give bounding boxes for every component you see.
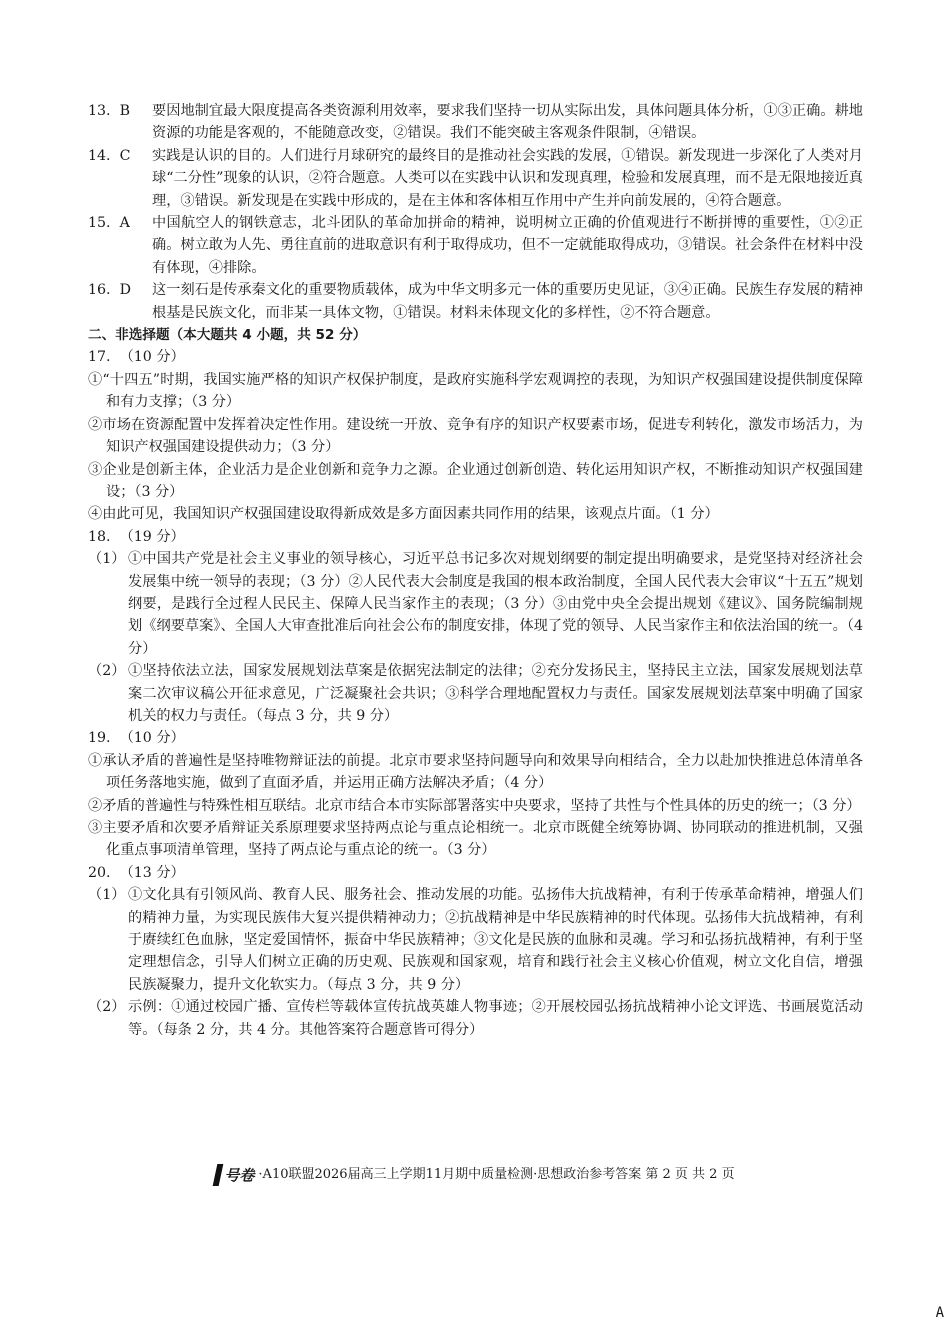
answer-16 bbox=[88, 279, 863, 324]
logo-text: 号卷 bbox=[224, 1166, 255, 1184]
part-number: （1） bbox=[88, 887, 126, 904]
answer-number: 13. B bbox=[88, 103, 131, 119]
part-text: ①文化具有引领风尚、教育人民、服务社会、推动发展的功能。弘扬伟大抗战精神，有利于传承革命精神，增强人们的精神力量，为实现民族伟大复兴提供精神动力；②抗战精神是中华民族精神的时代体现。弘扬伟大抗战精神，有利于赓续红色血脉，坚定爱国情怀，振奋中华民族精神；③文化是民族的血脉和灵魂。学习和弘扬抗战精神，有利于坚定理想信念，引导人们树立正确的历史观、民族观和国家观，培育和践行社会主义核心价值观，树立文化自信，增强民族凝聚力，提升文化软实力。（每点 3 分，共 9 分） bbox=[128, 887, 863, 993]
q17-point-3: ③企业是创新主体，企业活力是企业创新和竞争力之源。企业通过创新创造、转化运用知识产权，不断推动知识产权强国建设；（3 分） bbox=[88, 461, 863, 500]
answer-content bbox=[88, 100, 863, 1041]
q19-point-2: ②矛盾的普遍性与特殊性相互联结。北京市结合本市实际部署落实中央要求，坚持了共性与个性具体的历史的统一；（3 分） bbox=[88, 797, 861, 814]
corner-mark: A bbox=[935, 1305, 944, 1321]
q20-part-2 bbox=[88, 996, 863, 1041]
footer-text: ·A10联盟2026届高三上学期11月期中质量检测·思想政治参考答案 第 2 页 共 2 页 bbox=[258, 1167, 735, 1182]
question-20-head: 20. （13 分） bbox=[88, 864, 185, 881]
logo-mark-icon bbox=[213, 1164, 224, 1186]
part-number: （2） bbox=[88, 663, 126, 680]
question-18-head: 18. （19 分） bbox=[88, 528, 185, 545]
answer-13 bbox=[88, 100, 863, 145]
q19-point-1: ①承认矛盾的普遍性是坚持唯物辩证法的前提。北京市要求坚持问题导向和效果导向相结合，全力以赴加快推进总体清单各项任务落地实施，做到了直面矛盾，并运用正确方法解决矛盾；（4 分） bbox=[88, 752, 863, 792]
question-17-head: 17. （10 分） bbox=[88, 349, 185, 366]
part-number: （1） bbox=[88, 551, 126, 568]
answer-number: 16. D bbox=[88, 282, 131, 299]
page-footer bbox=[0, 1163, 950, 1186]
answer-explanation: 这一刻石是传承秦文化的重要物质载体，成为中华文明多元一体的重要历史见证，③④正确。民族生存发展的精神根基是民族文化，而非某一具体文物，①错误。材料未体现文化的多样性，②不符合题意。 bbox=[152, 282, 863, 321]
part-text: ①坚持依法立法，国家发展规划法草案是依据宪法制定的法律；②充分发扬民主，坚持民主立法，国家发展规划法草案二次审议稿公开征求意见，广泛凝聚社会共识；③科学合理地配置权力与责任。国家发展规划法草案中明确了国家机关的权力与责任。（每点 3 分，共 9 分） bbox=[128, 663, 863, 724]
part-text: 示例：①通过校园广播、宣传栏等载体宣传抗战英雄人物事迹；②开展校园弘扬抗战精神小论文评选、书画展览活动等。（每条 2 分，共 4 分。其他答案符合题意皆可得分） bbox=[128, 999, 863, 1038]
q17-point-1: ①“十四五”时期，我国实施严格的知识产权保护制度，是政府实施科学宏观调控的表现，为知识产权强国建设提供制度保障和有力支撑；（3 分） bbox=[88, 371, 863, 411]
answer-number: 14. C bbox=[88, 147, 131, 164]
q17-point-2: ②市场在资源配置中发挥着决定性作用。建设统一开放、竞争有序的知识产权要素市场，促进专利转化，激发市场活力，为知识产权强国建设提供动力；（3 分） bbox=[88, 416, 863, 456]
section-title: 二、非选择题（本大题共 4 小题，共 52 分） bbox=[88, 327, 367, 344]
question-19-head: 19. （10 分） bbox=[88, 730, 185, 747]
answer-15 bbox=[88, 212, 863, 279]
brand-logo bbox=[215, 1164, 254, 1186]
q18-part-1 bbox=[88, 548, 863, 660]
q17-point-4: ④由此可见，我国知识产权强国建设取得新成效是多方面因素共同作用的结果，该观点片面。（1 分） bbox=[88, 506, 719, 523]
answer-explanation: 实践是认识的目的。人们进行月球研究的最终目的是推动社会实践的发展，①错误。新发现进一步深化了人类对月球“二分性”现象的认识，②符合题意。人类可以在实践中认识和发现真理，检验和发展真理，而不是无限地接近真理，③错误。新发现是在实践中形成的，是在主体和客体相互作用中产生并向前发展的，④符合题意。 bbox=[152, 147, 863, 209]
q18-part-2 bbox=[88, 660, 863, 727]
q20-part-1 bbox=[88, 884, 863, 996]
answer-14 bbox=[88, 145, 863, 212]
answer-explanation: 要因地制宜最大限度提高各类资源利用效率，要求我们坚持一切从实际出发，具体问题具体分析，①③正确。耕地资源的功能是客观的，不能随意改变，②错误。我们不能突破主客观条件限制，④错误。 bbox=[152, 103, 863, 142]
answer-explanation: 中国航空人的钢铁意志，北斗团队的革命加拼命的精神，说明树立正确的价值观进行不断拼博的重要性，①②正确。树立敢为人先、勇往直前的进取意识有利于取得成功，但不一定就能取得成功，③错误。社会条件在材料中没有体现，④排除。 bbox=[152, 215, 863, 276]
answer-number: 15. A bbox=[88, 215, 130, 232]
q19-point-3: ③主要矛盾和次要矛盾辩证关系原理要求坚持两点论与重点论相统一。北京市既健全统筹协调、协同联动的推进机制，又强化重点事项清单管理，坚持了两点论与重点论的统一。（3 分） bbox=[88, 820, 863, 859]
part-text: ①中国共产党是社会主义事业的领导核心，习近平总书记多次对规划纲要的制定提出明确要求，是党坚持对经济社会发展集中统一领导的表现；（3 分）②人民代表大会制度是我国的根本政治制度，全国人民代表大会审议“十五五”规划纲要，是践行全过程人民民主、保障人民当家作主的表现；（3 分）③由党中央全会提出规划《建议》、国务院编制规划《纲要草案》、全国人大审查批准后向社会公布的制度安排，体现了党的领导、人民当家作主和依法治国的统一。（4 分） bbox=[128, 551, 863, 657]
part-number: （2） bbox=[88, 999, 126, 1016]
